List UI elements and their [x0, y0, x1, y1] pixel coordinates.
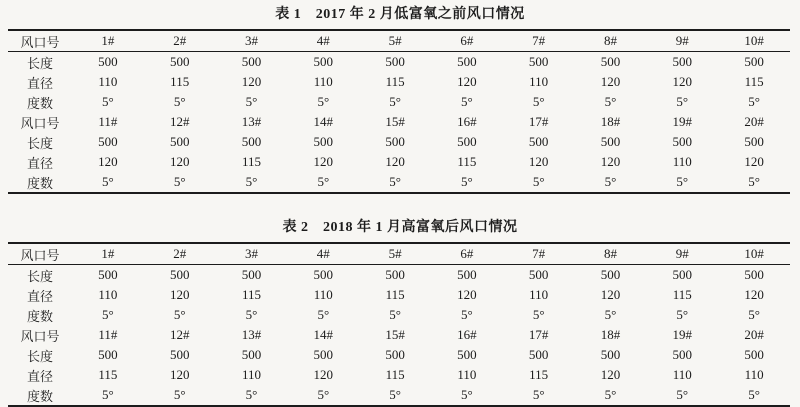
table-cell: 110: [241, 367, 261, 382]
table-row: [8, 285, 790, 305]
table-cell: 500: [313, 347, 334, 362]
table-cell: 5°: [245, 174, 258, 189]
row-label: 长度: [26, 55, 53, 71]
table-cell: 120: [98, 154, 118, 169]
table-cell: 5°: [748, 307, 760, 322]
table-cell: 500: [600, 134, 621, 149]
table-cell: 110: [313, 74, 333, 89]
table-cell: 5°: [676, 387, 689, 402]
table-cell: 500: [241, 267, 262, 282]
table-cell: 500: [457, 134, 477, 149]
table-cell: 110: [529, 287, 549, 302]
table-cell: 500: [528, 134, 549, 149]
table-cell: 15#: [385, 327, 405, 342]
table-cell: 5°: [102, 94, 114, 109]
table-cell: 17#: [528, 114, 549, 129]
table-cell: 3#: [216, 30, 288, 52]
table-cell: 120: [744, 287, 764, 302]
table1-body: [8, 30, 790, 193]
table-cell: 115: [385, 74, 405, 89]
table-row: [8, 92, 790, 112]
table-cell: 115: [170, 74, 190, 89]
table-cell: 120: [457, 74, 477, 89]
table-cell: 5°: [173, 174, 186, 189]
table-cell: 120: [600, 74, 621, 89]
table-cell: 500: [744, 54, 764, 69]
row-label: 度数: [26, 175, 53, 191]
row-label: 风口号: [20, 328, 60, 344]
row-label: 长度: [26, 268, 53, 284]
table-cell: 5°: [748, 387, 760, 402]
table-cell: 500: [169, 54, 190, 69]
table-row: [8, 345, 790, 365]
row-label: 风口号: [8, 243, 72, 265]
table-cell: 500: [385, 54, 405, 69]
table-cell: 5°: [461, 174, 473, 189]
table-cell: 5°: [748, 94, 760, 109]
table-cell: 16#: [457, 327, 477, 342]
table-cell: 5°: [748, 174, 760, 189]
table-cell: 7#: [503, 30, 575, 52]
table-cell: 500: [744, 267, 764, 282]
table2-section: [0, 194, 800, 407]
table-cell: 3#: [216, 243, 288, 265]
table-cell: 5°: [102, 174, 114, 189]
table-cell: 500: [528, 267, 549, 282]
table-cell: 500: [241, 134, 262, 149]
table-cell: 120: [169, 287, 190, 302]
table2: [8, 242, 790, 407]
table-cell: 5°: [389, 94, 401, 109]
table-cell: 5°: [102, 307, 114, 322]
table-cell: 120: [313, 367, 334, 382]
table-cell: 8#: [575, 30, 647, 52]
table-row: [8, 172, 790, 193]
table-cell: 500: [385, 134, 405, 149]
table-cell: 18#: [600, 114, 621, 129]
table-cell: 10#: [718, 30, 790, 52]
table-cell: 500: [169, 267, 190, 282]
table-cell: 9#: [646, 30, 718, 52]
table-cell: 5°: [317, 174, 330, 189]
table-cell: 14#: [313, 114, 334, 129]
row-label: 直径: [26, 368, 53, 384]
table-cell: 110: [672, 367, 692, 382]
table-row: [8, 305, 790, 325]
table-cell: 17#: [528, 327, 549, 342]
table-cell: 500: [600, 54, 621, 69]
table-cell: 500: [528, 54, 549, 69]
table-cell: 500: [528, 347, 549, 362]
table-cell: 110: [98, 287, 118, 302]
table-cell: 10#: [718, 243, 790, 265]
row-label: 度数: [26, 308, 53, 324]
table-cell: 120: [169, 367, 190, 382]
table-cell: 115: [672, 287, 692, 302]
table-cell: 5°: [676, 94, 689, 109]
table-row: [8, 52, 790, 73]
table-cell: 120: [169, 154, 190, 169]
table-cell: 5°: [461, 307, 473, 322]
row-label: 风口号: [20, 115, 60, 131]
table-cell: 500: [744, 134, 764, 149]
row-label: 度数: [26, 95, 53, 111]
table-row: [8, 385, 790, 406]
table-cell: 5°: [317, 307, 330, 322]
table-row: [8, 112, 790, 132]
table-cell: 5°: [532, 174, 545, 189]
table-cell: 120: [457, 287, 477, 302]
table-cell: 110: [457, 367, 477, 382]
table-row: [8, 325, 790, 345]
table-cell: 5°: [676, 307, 689, 322]
table-cell: 5°: [245, 387, 258, 402]
table-cell: 5°: [532, 94, 545, 109]
table-cell: 5°: [317, 387, 330, 402]
table2-title: 表 2 2018 年 1 月高富氧后风口情况: [282, 220, 518, 235]
table-cell: 20#: [744, 327, 764, 342]
table-cell: 120: [600, 287, 621, 302]
table2-body: [8, 243, 790, 406]
table-cell: 14#: [313, 327, 334, 342]
table-cell: 120: [528, 154, 549, 169]
table-cell: 500: [457, 267, 477, 282]
table-cell: 7#: [503, 243, 575, 265]
table-cell: 5°: [461, 387, 473, 402]
table-row: [8, 152, 790, 172]
table-cell: 19#: [672, 327, 693, 342]
table-cell: 13#: [241, 114, 262, 129]
table-cell: 5°: [102, 387, 114, 402]
table-row: [8, 365, 790, 385]
table-cell: 500: [241, 347, 262, 362]
table-cell: 4#: [287, 243, 359, 265]
table-cell: 120: [313, 154, 334, 169]
table-cell: 11#: [98, 327, 118, 342]
table-row: [8, 72, 790, 92]
table-cell: 115: [241, 154, 261, 169]
table-cell: 115: [241, 287, 261, 302]
table-cell: 15#: [385, 114, 405, 129]
table-cell: 500: [313, 134, 334, 149]
row-label: 直径: [26, 155, 53, 171]
table-cell: 500: [98, 54, 118, 69]
table1-title: 表 1 2017 年 2 月低富氧之前风口情况: [275, 7, 525, 22]
table-cell: 5°: [604, 174, 617, 189]
table1: [8, 29, 790, 194]
table-cell: 500: [98, 347, 118, 362]
table-cell: 5°: [245, 94, 258, 109]
table-cell: 1#: [72, 30, 144, 52]
table-cell: 500: [385, 267, 405, 282]
table-cell: 120: [241, 74, 262, 89]
table-cell: 110: [744, 367, 764, 382]
table-cell: 12#: [169, 114, 190, 129]
table-cell: 500: [457, 347, 477, 362]
table-cell: 500: [672, 267, 693, 282]
table-cell: 12#: [169, 327, 190, 342]
table1-section: [0, 0, 800, 194]
table-cell: 110: [529, 74, 549, 89]
table-cell: 5°: [173, 387, 186, 402]
table-cell: 5°: [317, 94, 330, 109]
table-cell: 1#: [72, 243, 144, 265]
table-cell: 5°: [389, 307, 401, 322]
table-cell: 18#: [600, 327, 621, 342]
table-cell: 5°: [173, 94, 186, 109]
row-label: 长度: [26, 348, 53, 364]
table-cell: 500: [672, 347, 693, 362]
table-row: [8, 243, 790, 265]
row-label: 直径: [26, 75, 53, 91]
table-cell: 500: [385, 347, 405, 362]
table-cell: 500: [169, 347, 190, 362]
table-row: [8, 30, 790, 52]
table-cell: 115: [457, 154, 477, 169]
table-cell: 500: [98, 134, 118, 149]
table-cell: 5°: [532, 387, 545, 402]
table-cell: 5°: [173, 307, 186, 322]
table-cell: 120: [672, 74, 693, 89]
table-cell: 110: [98, 74, 118, 89]
table-cell: 13#: [241, 327, 262, 342]
table-cell: 110: [313, 287, 333, 302]
table-cell: 5°: [604, 387, 617, 402]
row-label: 度数: [26, 388, 53, 404]
table-cell: 115: [98, 367, 118, 382]
table-cell: 500: [241, 54, 262, 69]
table-cell: 500: [457, 54, 477, 69]
table-cell: 2#: [144, 30, 216, 52]
table-cell: 4#: [287, 30, 359, 52]
table-cell: 115: [385, 287, 405, 302]
table-cell: 120: [600, 154, 621, 169]
table-cell: 120: [744, 154, 764, 169]
table-cell: 120: [600, 367, 621, 382]
table-cell: 500: [600, 267, 621, 282]
table-cell: 5°: [604, 94, 617, 109]
table-cell: 2#: [144, 243, 216, 265]
row-label: 风口号: [8, 30, 72, 52]
table-row: [8, 132, 790, 152]
table-cell: 120: [385, 154, 405, 169]
table-cell: 11#: [98, 114, 118, 129]
table-cell: 115: [385, 367, 405, 382]
row-label: 直径: [26, 288, 53, 304]
table-cell: 500: [98, 267, 118, 282]
table-cell: 16#: [457, 114, 477, 129]
table-cell: 110: [672, 154, 692, 169]
table-cell: 5°: [389, 174, 401, 189]
table-cell: 5#: [359, 243, 431, 265]
table-cell: 6#: [431, 243, 503, 265]
table-cell: 5#: [359, 30, 431, 52]
table-cell: 5°: [245, 307, 258, 322]
table-cell: 6#: [431, 30, 503, 52]
table-cell: 5°: [676, 174, 689, 189]
table-cell: 115: [744, 74, 764, 89]
table-row: [8, 265, 790, 286]
row-label: 长度: [26, 135, 53, 151]
table-cell: 500: [744, 347, 764, 362]
table-cell: 500: [672, 54, 693, 69]
table-cell: 500: [600, 347, 621, 362]
table-cell: 500: [672, 134, 693, 149]
table-cell: 20#: [744, 114, 764, 129]
table-cell: 500: [169, 134, 190, 149]
table-cell: 500: [313, 54, 334, 69]
table-cell: 19#: [672, 114, 693, 129]
table-cell: 9#: [646, 243, 718, 265]
table-cell: 5°: [461, 94, 473, 109]
table-cell: 115: [529, 367, 549, 382]
table-cell: 5°: [532, 307, 545, 322]
table-cell: 5°: [389, 387, 401, 402]
table-cell: 5°: [604, 307, 617, 322]
table-cell: 500: [313, 267, 334, 282]
table-cell: 8#: [575, 243, 647, 265]
